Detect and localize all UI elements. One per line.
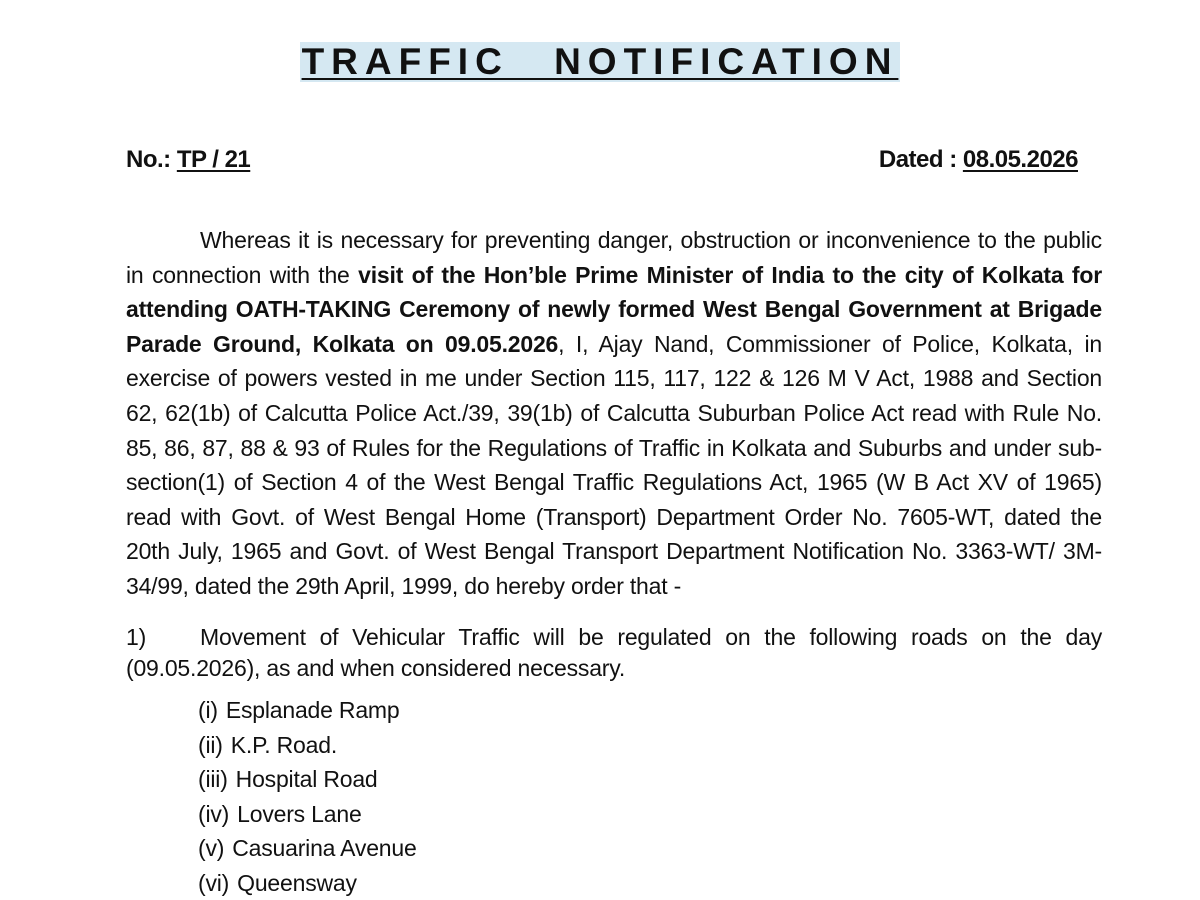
- reference-date-value: 08.05.2026: [962, 146, 1078, 173]
- road-list-item: [198, 797, 417, 832]
- order-item-text: Movement of Vehicular Traffic will be regulated on the following roads on the day (09.05.2026), as and when considered necessary.: [126, 624, 1102, 681]
- road-number: (vi): [198, 869, 230, 896]
- road-list: [198, 693, 417, 900]
- road-list-item: [198, 693, 417, 728]
- reference-date-label: Dated :: [878, 146, 957, 173]
- reference-date: [879, 145, 1078, 175]
- road-number: (ii): [198, 731, 223, 758]
- road-name: Esplanade Ramp: [225, 697, 400, 723]
- road-list-item: [198, 831, 417, 866]
- road-name: K.P. Road.: [230, 731, 338, 758]
- reference-number-value: TP / 21: [176, 146, 251, 173]
- preamble-paragraph: [126, 223, 1102, 604]
- road-number: (i): [198, 697, 218, 723]
- road-name: Casuarina Avenue: [232, 835, 417, 862]
- road-list-item: [198, 866, 417, 900]
- road-list-item: [198, 762, 417, 797]
- road-number: (iv): [198, 800, 230, 827]
- preamble-bold-event: visit of the Hon’ble Prime Minister of India to the city of Kolkata for attending OATH-TAKING Ceremony of newly formed West Bengal Government at Brigade Parade Ground, Kolkata on 09.05.2026: [126, 261, 1102, 357]
- order-item-number: 1): [126, 624, 147, 650]
- road-name: Queensway: [237, 869, 357, 896]
- title-container: [0, 42, 1200, 82]
- road-number: (v): [198, 835, 225, 862]
- road-list-item: [198, 728, 417, 763]
- reference-number-label: No.:: [126, 146, 171, 173]
- road-name: Hospital Road: [235, 766, 378, 793]
- document-title: TRAFFIC NOTIFICATION: [301, 41, 899, 82]
- order-item-1: [126, 622, 1102, 684]
- preamble-text-end: , I, Ajay Nand, Commissioner of Police, Kolkata, in exercise of powers vested in me under Section 115, 117, 122 & 126 M V Act, 1988 and Section 62, 62(1b) of Calcutta Police Act./39, 39(1b) of Calcutta Suburban Police Act read with Rule No. 85, 86, 87, 88 & 93 of Rules for the Regulations of Traffic in Kolkata and Suburbs and under sub- section(1) of Section 4 of the West Bengal Traffic Regulations Act, 1965 (W B Act XV of 1965) read with Govt. of West Bengal Home (Transport) Department Order No. 7605-WT, dated the 20th July, 1965 and Govt. of West Bengal Transport Department Notification No. 3363-WT/ 3M-34/99, dated the 29th April, 1999, do hereby order that -: [126, 330, 1102, 599]
- reference-number: [126, 145, 250, 175]
- road-name: Lovers Lane: [237, 800, 362, 827]
- preamble-text-start: Whereas it is necessary for preventing danger, obstruction or inconvenience to the public in connection with the: [126, 227, 1102, 288]
- road-number: (iii): [198, 766, 228, 793]
